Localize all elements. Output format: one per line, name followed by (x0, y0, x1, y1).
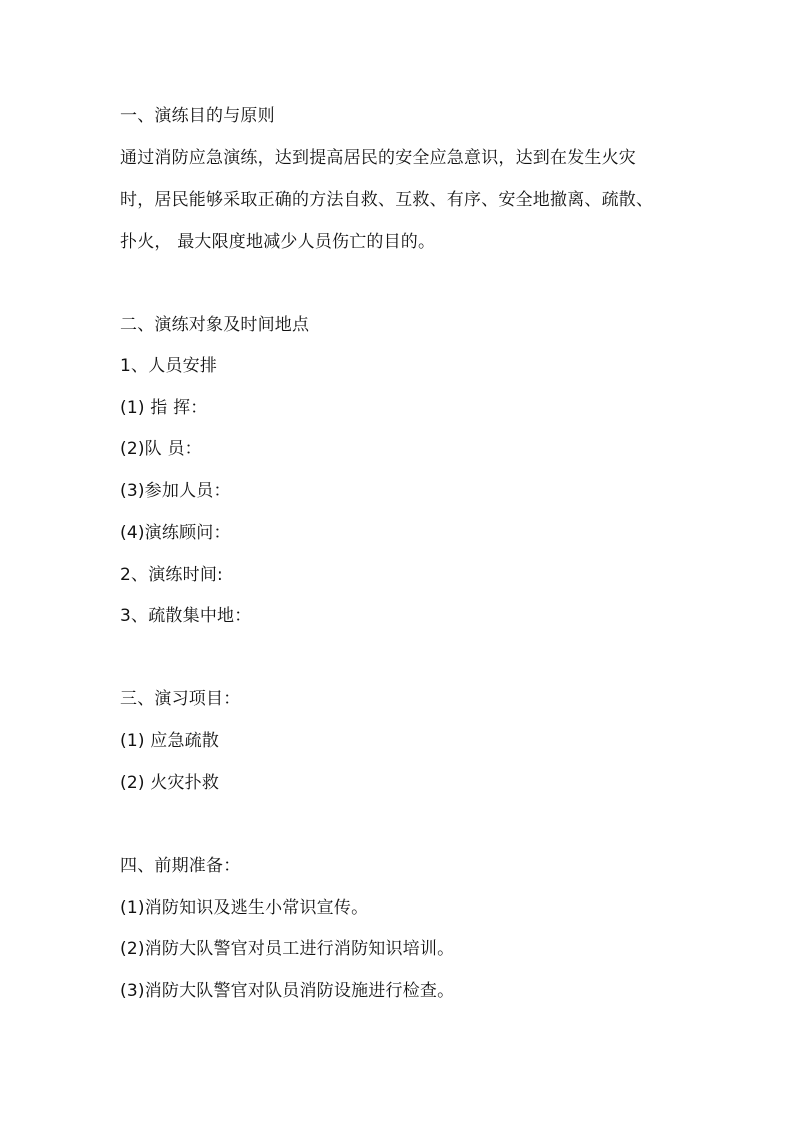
section2-heading: 二、演练对象及时间地点 (120, 315, 310, 335)
section2-sub-advisor: (4)演练顾问： (120, 523, 231, 543)
section1-paragraph-line-2: 时，居民能够采取正确的方法自救、互救、有序、安全地撤离、疏散、 (120, 190, 654, 210)
section4-item-inspection: (3)消防大队警官对队员消防设施进行检查。 (120, 981, 455, 1001)
section2-sub-commander: (1) 指 挥： (120, 398, 208, 418)
section3-item-evacuation: (1) 应急疏散 (120, 731, 220, 751)
section3-heading: 三、演习项目： (120, 689, 241, 709)
section1-paragraph-line-1: 通过消防应急演练，达到提高居民的安全应急意识，达到在发生火灾 (120, 148, 636, 168)
section4-item-publicity: (1)消防知识及逃生小常识宣传。 (120, 898, 369, 918)
section3-item-firefighting: (2) 火灾扑救 (120, 773, 220, 793)
section2-sub-participants: (3)参加人员： (120, 481, 231, 501)
section2-item-personnel: 1、人员安排 (120, 356, 218, 376)
section2-sub-members: (2)队 员： (120, 439, 202, 459)
section4-heading: 四、前期准备： (120, 856, 241, 876)
section2-item-time: 2、演练时间: (120, 565, 223, 585)
section1-paragraph-line-3: 扑火， 最大限度地减少人员伤亡的目的。 (120, 232, 436, 252)
section4-item-training: (2)消防大队警官对员工进行消防知识培训。 (120, 939, 455, 959)
section1-heading: 一、演练目的与原则 (120, 106, 275, 126)
section2-item-assembly-point: 3、疏散集中地： (120, 606, 252, 626)
